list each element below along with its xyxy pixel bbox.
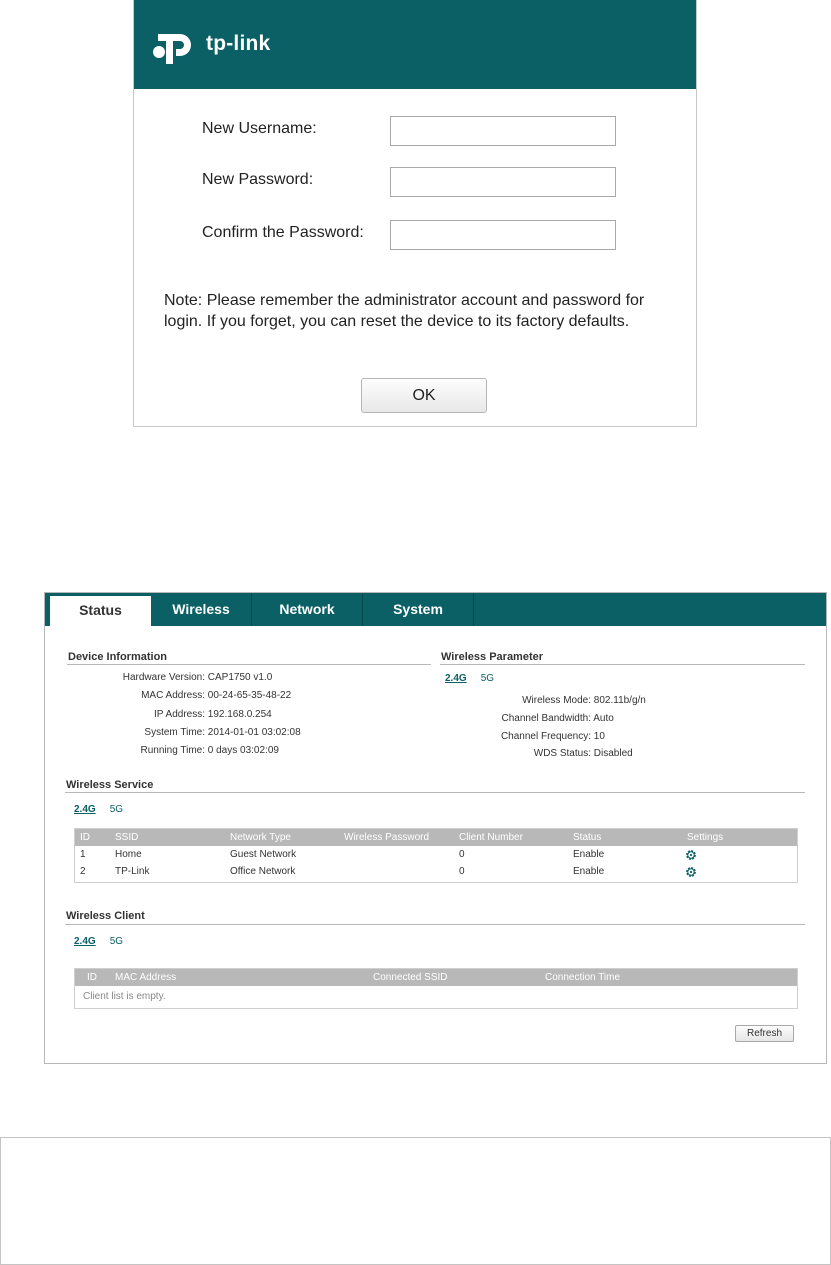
table-row-2-ssid: TP-Link <box>115 866 150 877</box>
wireless-mode-value: 802.11b/g/n <box>593 695 646 706</box>
wireless-client-band-switch <box>74 936 123 947</box>
col-ssid: SSID <box>115 832 139 843</box>
channel-frequency-row <box>465 731 605 742</box>
table-row-2-status: Enable <box>573 866 605 877</box>
password-input[interactable] <box>390 167 616 197</box>
channel-bandwidth-row <box>465 713 614 724</box>
table-row-1-status: Enable <box>573 849 605 860</box>
table-row-2-id: 2 <box>80 866 86 877</box>
password-label: New Password: <box>202 171 314 188</box>
wireless-mode-key: Wireless Mode: <box>522 695 591 706</box>
mac-address-key: MAC Address: <box>141 690 205 701</box>
wireless-service-title: Wireless Service <box>66 779 154 791</box>
wireless-client-divider <box>65 924 805 925</box>
mac-address-row <box>105 690 291 701</box>
confirm-password-input[interactable] <box>390 220 616 250</box>
refresh-button[interactable]: Refresh <box>735 1025 794 1042</box>
tp-link-logo <box>152 22 270 66</box>
band-5g-link[interactable]: 5G <box>480 673 495 684</box>
ok-button[interactable]: OK <box>361 378 487 413</box>
brand-name: tp-link <box>206 32 271 55</box>
wireless-param-divider <box>440 664 805 665</box>
confirm-password-row <box>202 220 622 252</box>
hardware-version-value: CAP1750 v1.0 <box>207 672 273 683</box>
wireless-mode-row <box>465 695 646 706</box>
table-row-1-clients: 0 <box>459 849 465 860</box>
system-time-key: System Time: <box>144 727 205 738</box>
col-client-number: Client Number <box>459 832 523 843</box>
username-input[interactable] <box>390 116 616 146</box>
table-row-1-network-type: Guest Network <box>230 849 297 860</box>
password-row <box>202 167 622 199</box>
tab-wireless[interactable]: Wireless <box>151 593 252 626</box>
col-id: ID <box>80 832 90 843</box>
mac-address-value: 00-24-65-35-48-22 <box>207 690 292 701</box>
tab-network[interactable]: Network <box>252 593 363 626</box>
running-time-value: 0 days 03:02:09 <box>207 745 279 756</box>
client-band-5g-link[interactable]: 5G <box>109 936 124 947</box>
gear-icon[interactable] <box>685 866 697 878</box>
hardware-version-key: Hardware Version: <box>122 672 205 683</box>
channel-frequency-key: Channel Frequency: <box>500 731 591 742</box>
col-client-id: ID <box>87 972 97 983</box>
tab-system[interactable]: System <box>363 593 474 626</box>
device-info-divider <box>67 664 431 665</box>
col-connected-ssid: Connected SSID <box>373 972 448 983</box>
login-dialog <box>133 0 697 427</box>
running-time-row <box>105 745 279 756</box>
wireless-param-band-switch <box>445 673 494 684</box>
wds-status-key: WDS Status: <box>533 748 591 759</box>
running-time-key: Running Time: <box>140 745 205 756</box>
status-panel <box>44 592 827 1064</box>
tab-status[interactable]: Status <box>50 593 151 626</box>
service-band-5g-link[interactable]: 5G <box>109 804 124 815</box>
wireless-service-table <box>74 828 798 883</box>
channel-bandwidth-value: Auto <box>593 713 614 724</box>
login-header <box>134 0 696 89</box>
username-label: New Username: <box>202 120 317 137</box>
table-row-2-network-type: Office Network <box>230 866 296 877</box>
wireless-service-divider <box>65 792 805 793</box>
tp-link-logo-icon <box>152 22 200 66</box>
note-text <box>164 290 674 332</box>
wireless-param-title: Wireless Parameter <box>441 651 544 663</box>
wireless-client-table-header <box>75 969 797 986</box>
confirm-password-label: Confirm the Password: <box>202 224 364 241</box>
gear-icon[interactable] <box>685 849 697 861</box>
note-line-1: Note: Please remember the administrator account and password for <box>164 292 645 309</box>
hardware-version-row <box>105 672 272 683</box>
col-wireless-password: Wireless Password <box>344 832 430 843</box>
note-line-2: login. If you forget, you can reset the device to its factory defaults. <box>164 313 630 330</box>
wireless-service-band-switch <box>74 804 123 815</box>
username-row <box>202 116 622 148</box>
col-network-type: Network Type <box>230 832 291 843</box>
channel-frequency-value: 10 <box>593 731 605 742</box>
client-list-empty-text: Client list is empty. <box>83 991 166 1002</box>
blank-panel <box>0 1137 831 1265</box>
col-settings: Settings <box>687 832 724 843</box>
ip-address-row <box>105 709 272 720</box>
system-time-row <box>105 727 301 738</box>
table-row-2-clients: 0 <box>459 866 465 877</box>
system-time-value: 2014-01-01 03:02:08 <box>207 727 301 738</box>
wireless-client-table <box>74 968 798 1009</box>
client-band-2-4g-link[interactable]: 2.4G <box>74 936 96 947</box>
device-info-title: Device Information <box>68 651 168 663</box>
wireless-service-table-header <box>75 829 797 846</box>
ip-address-key: IP Address: <box>154 709 205 720</box>
service-band-2-4g-link[interactable]: 2.4G <box>74 804 96 815</box>
wireless-client-title: Wireless Client <box>66 910 145 922</box>
table-row-1-id: 1 <box>80 849 86 860</box>
col-status: Status <box>573 832 602 843</box>
col-connection-time: Connection Time <box>545 972 621 983</box>
ip-address-value: 192.168.0.254 <box>207 709 272 720</box>
table-row-1-ssid: Home <box>115 849 142 860</box>
band-2-4g-link[interactable]: 2.4G <box>445 673 467 684</box>
col-mac-address: MAC Address <box>115 972 177 983</box>
tab-bar <box>45 593 826 626</box>
channel-bandwidth-key: Channel Bandwidth: <box>501 713 591 724</box>
wds-status-row <box>465 748 633 759</box>
wds-status-value: Disabled <box>593 748 633 759</box>
